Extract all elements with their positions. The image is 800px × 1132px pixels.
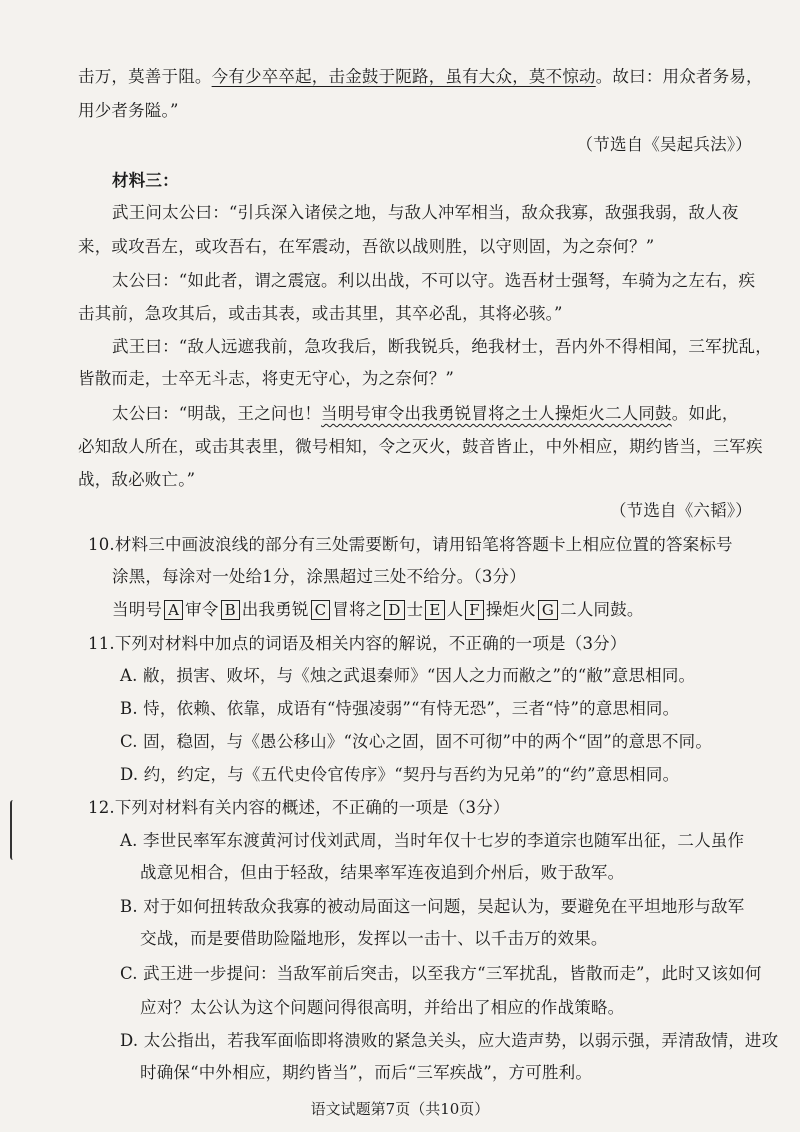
question-12-option-d-cont: 时确保“中外相应，期约皆当”，而后“三军疾战”，方可胜利。 — [140, 1063, 593, 1082]
question-11-option-a[interactable]: A. 敝，损害、败坏，与《烛之武退秦师》“因人之力而敝之”的“敝”意思相同。 — [120, 666, 696, 685]
text-span: 击万，莫善于阻。 — [78, 67, 212, 86]
text-span: 。故曰：用众者务易， — [595, 67, 763, 86]
text-line: 必知敌人所在，或击其表里，微号相知，令之灭火，鼓音皆止，中外相应，期约皆当，三军疾 — [78, 437, 763, 456]
text-line: 来，或攻吾左，或攻吾右，在军震动，吾欲以战则胜，以守则固，为之奈何？” — [78, 237, 655, 256]
text-line: 用少者务隘。” — [78, 101, 179, 120]
question-11-stem: 11.下列对材料中加点的词语及相关内容的解说，不正确的一项是（3分） — [88, 634, 627, 653]
binding-mark — [10, 800, 16, 860]
question-12-option-b[interactable]: B. 对于如何扭转敌众我寡的被动局面这一问题，吴起认为，要避免在平坦地形与敌军 — [120, 897, 745, 916]
text-line: 击其前，急攻其后，或击其表，或击其里，其卒必乱，其将必骇。” — [78, 304, 563, 323]
question-11-option-b[interactable]: B. 恃，依赖、依靠，成语有“恃强凌弱”“有恃无恐”，三者“恃”的意思相同。 — [120, 699, 680, 718]
question-11-option-d[interactable]: D. 约，约定，与《五代史伶官传序》“契丹与吾约为兄弟”的“约”意思相同。 — [120, 765, 680, 784]
break-option-e[interactable]: E — [425, 600, 444, 620]
question-11-option-c[interactable]: C. 固，稳固，与《愚公移山》“汝心之固，固不可彻”中的两个“固”的意思不同。 — [120, 732, 713, 751]
break-option-f[interactable]: F — [465, 600, 484, 620]
underlined-sentence: 今有少卒卒起，击金鼓于阨路，虽有大众，莫不惊动 — [211, 67, 596, 86]
question-12-option-a[interactable]: A. 李世民率军东渡黄河讨伐刘武周，当时年仅十七岁的李道宗也随军出征，二人虽作 — [120, 831, 745, 850]
segment: 二人同鼓。 — [560, 600, 644, 619]
text-line — [78, 66, 763, 88]
section-heading: 材料三： — [112, 171, 179, 190]
question-12-option-c-cont: 应对？太公认为这个问题问得很高明，并给出了相应的作战策略。 — [140, 998, 625, 1017]
question-12-option-a-cont: 战意见相合，但由于轻敌，结果率军连夜追到介州后，败于敌军。 — [140, 863, 625, 882]
text-line: 皆散而走，士卒无斗志，将吏无守心，为之奈何？” — [78, 369, 455, 388]
text-line: 太公曰：“如此者，谓之震寇。利以出战，不可以守。选吾材士强弩，车骑为之左右，疾 — [112, 271, 756, 290]
question-12-option-d[interactable]: D. 太公指出，若我军面临即将溃败的紧急关头，应大造声势，以弱示强，弄清敌情，进攻 — [120, 1031, 779, 1050]
text-line — [112, 403, 758, 425]
question-12-option-c[interactable]: C. 武王进一步提问：当敌军前后突击，以至我方“三军扰乱，皆散而走”，此时又该如何 — [120, 964, 762, 983]
source-citation: （节选自《吴起兵法》） — [576, 135, 752, 154]
break-option-d[interactable]: D — [384, 600, 404, 620]
question-10-stem: 10.材料三中画波浪线的部分有三处需要断句，请用铅笔将答题卡上相应位置的答案标号 — [88, 535, 733, 554]
segment: 士 — [406, 600, 424, 619]
page-footer: 语文试题第7页（共10页） — [310, 1100, 490, 1118]
segment: 人 — [446, 600, 464, 619]
segment: 冒将之 — [332, 600, 383, 619]
text-span: 。如此， — [671, 404, 739, 423]
sentence-break-options — [112, 599, 758, 621]
break-option-c[interactable]: C — [311, 600, 331, 620]
segment: 操炬火 — [485, 600, 536, 619]
text-line: 武王问太公曰：“引兵深入诸侯之地，与敌人冲军相当，敌众我寡，敌强我弱，敌人夜 — [112, 203, 739, 222]
break-option-a[interactable]: A — [164, 600, 183, 620]
wavy-underlined-text: 当明号审令出我勇锐冒将之士人操炬火二人同鼓 — [321, 404, 672, 423]
text-span: 太公曰：“明哉，王之问也！ — [112, 404, 322, 423]
segment: 当明号 — [112, 600, 163, 619]
question-12-stem: 12.下列对材料有关内容的概述，不正确的一项是（3分） — [88, 798, 510, 817]
break-option-g[interactable]: G — [538, 600, 558, 620]
text-line: 战，敌必败亡。” — [78, 470, 196, 489]
break-option-b[interactable]: B — [221, 600, 240, 620]
text-line: 武王曰：“敌人远遮我前，急攻我后，断我锐兵，绝我材士，吾内外不得相闻，三军扰乱， — [112, 337, 772, 356]
question-10-stem: 涂黑，每涂对一处给1分，涂黑超过三处不给分。（3分） — [112, 567, 526, 586]
segment: 审令 — [185, 600, 219, 619]
question-12-option-b-cont: 交战，而是要借助险隘地形，发挥以一击十、以千击万的效果。 — [140, 929, 608, 948]
source-citation: （节选自《六韬》） — [609, 501, 752, 520]
segment: 出我勇锐 — [241, 600, 309, 619]
